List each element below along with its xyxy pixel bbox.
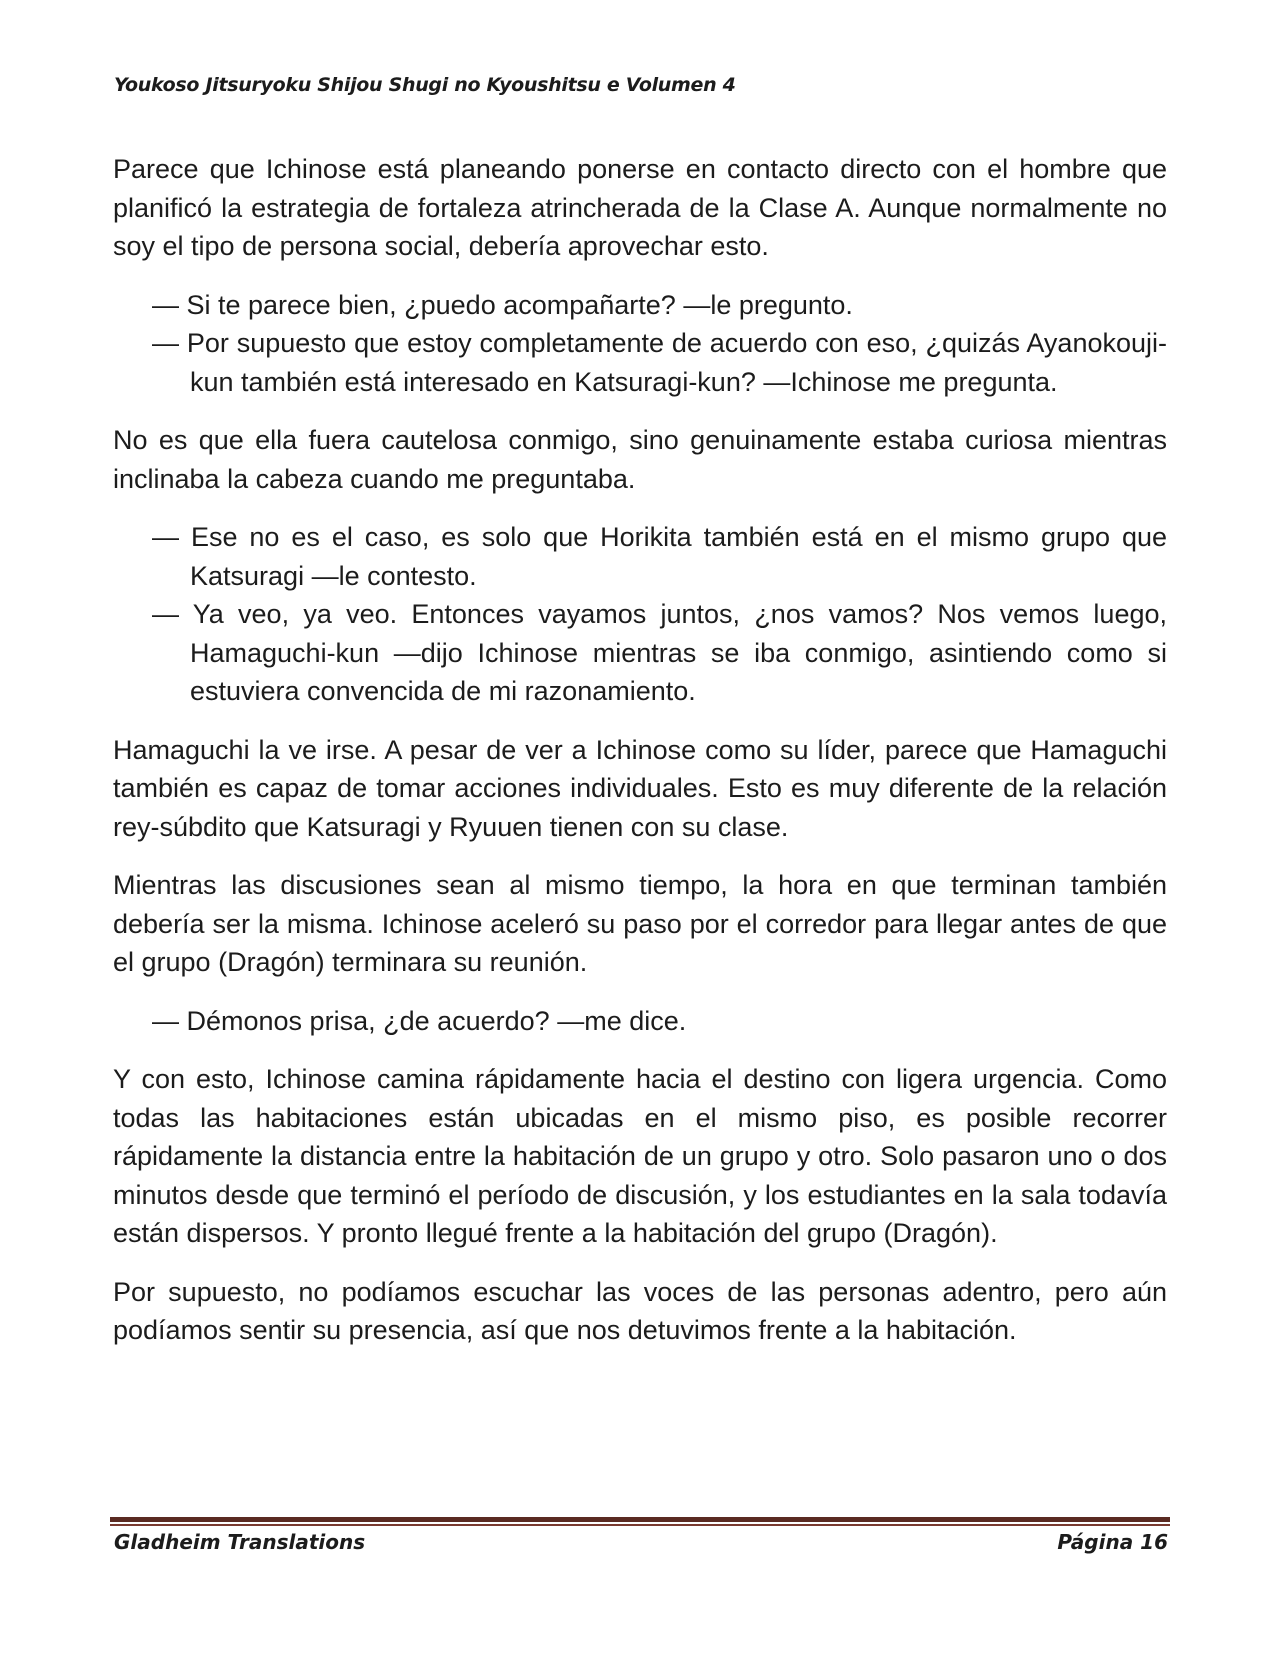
dialogue-line: — Démonos prisa, ¿de acuerdo? —me dice.	[152, 1005, 687, 1036]
page-body	[113, 150, 1167, 1370]
footer-divider	[110, 1517, 1170, 1527]
dialogue-line: — Ese no es el caso, es solo que Horikita también está en el mismo grupo que Katsuragi —le contesto.	[152, 522, 1167, 591]
paragraph: Parece que Ichinose está planeando ponerse en contacto directo con el hombre que planificó la estrategia de fortaleza atrincherada de la Clase A. Aunque normalmente no soy el tipo de persona social, debería aprovechar esto.	[113, 154, 1167, 261]
footer-divider-thin	[110, 1524, 1170, 1526]
dialogue-group	[113, 518, 1167, 711]
dialogue-line: — Ya veo, ya veo. Entonces vayamos juntos, ¿nos vamos? Nos vemos luego, Hamaguchi-kun —dijo Ichinose mientras se iba conmigo, asintiendo como si estuviera convencida de mi razonamiento.	[152, 599, 1167, 706]
footer-credit: Gladheim Translations	[114, 1530, 366, 1554]
paragraph: Y con esto, Ichinose camina rápidamente hacia el destino con ligera urgencia. Como todas las habitaciones están ubicadas en el mismo piso, es posible recorrer rápidamente la distancia entre la habitación de un grupo y otro. Solo pasaron uno o dos minutos desde que terminó el período de discusión, y los estudiantes en la sala todavía están dispersos. Y pronto llegué frente a la habitación del grupo (Dragón).	[113, 1064, 1167, 1248]
footer-divider-thick	[110, 1517, 1170, 1522]
paragraph: No es que ella fuera cautelosa conmigo, sino genuinamente estaba curiosa mientras inclinaba la cabeza cuando me preguntaba.	[113, 425, 1167, 494]
page-number: Página 16	[1057, 1530, 1168, 1554]
dialogue-group	[113, 1002, 1167, 1041]
dialogue-group	[113, 286, 1167, 402]
dialogue-line: — Por supuesto que estoy completamente de acuerdo con eso, ¿quizás Ayanokouji-kun también está interesado en Katsuragi-kun? —Ichinose me pregunta.	[152, 328, 1167, 397]
paragraph: Mientras las discusiones sean al mismo tiempo, la hora en que terminan también debería ser la misma. Ichinose aceleró su paso por el corredor para llegar antes de que el grupo (Dragón) terminara su reunión.	[113, 870, 1167, 977]
running-header: Youkoso Jitsuryoku Shijou Shugi no Kyoushitsu e Volumen 4	[114, 74, 736, 96]
paragraph: Por supuesto, no podíamos escuchar las voces de las personas adentro, pero aún podíamos sentir su presencia, así que nos detuvimos frente a la habitación.	[113, 1276, 1167, 1345]
dialogue-line: — Si te parece bien, ¿puedo acompañarte? —le pregunto.	[152, 289, 853, 320]
paragraph: Hamaguchi la ve irse. A pesar de ver a Ichinose como su líder, parece que Hamaguchi también es capaz de tomar acciones individuales. Esto es muy diferente de la relación rey-súbdito que Katsuragi y Ryuuen tienen con su clase.	[113, 734, 1167, 842]
